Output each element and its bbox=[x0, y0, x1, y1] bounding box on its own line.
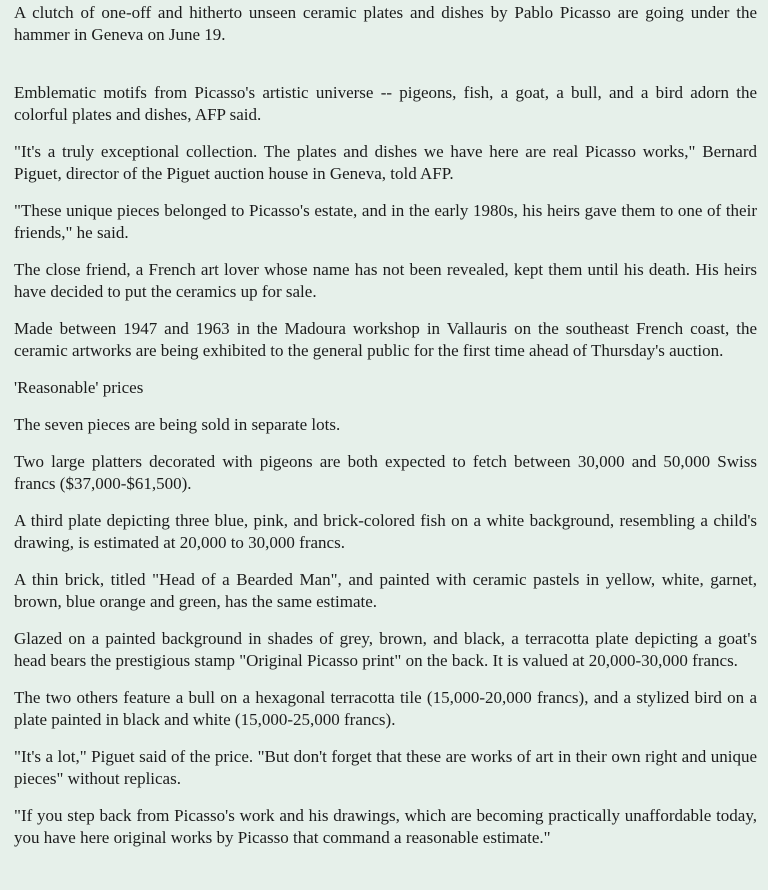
article-lead-paragraph: A clutch of one-off and hitherto unseen ceramic plates and dishes by Pablo Picasso are going under the hammer in Geneva on June 19. bbox=[14, 3, 757, 44]
article-paragraph: Made between 1947 and 1963 in the Madoura workshop in Vallauris on the southeast French coast, the ceramic artworks are being exhibited to the general public for the first time ahead of Thursday's auction. bbox=[14, 319, 757, 360]
article-paragraph: A thin brick, titled "Head of a Bearded Man", and painted with ceramic pastels in yellow, white, garnet, brown, blue orange and green, has the same estimate. bbox=[14, 570, 757, 611]
article-paragraph: The close friend, a French art lover whose name has not been revealed, kept them until his death. His heirs have decided to put the ceramics up for sale. bbox=[14, 260, 757, 301]
article-paragraph: "It's a lot," Piguet said of the price. "But don't forget that these are works of art in their own right and unique pieces" without replicas. bbox=[14, 747, 757, 788]
article-paragraph: "These unique pieces belonged to Picasso's estate, and in the early 1980s, his heirs gave them to one of their friends," he said. bbox=[14, 201, 757, 242]
article-paragraph: Two large platters decorated with pigeons are both expected to fetch between 30,000 and 50,000 Swiss francs ($37,000-$61,500). bbox=[14, 452, 757, 493]
article-subheading: 'Reasonable' prices bbox=[14, 378, 144, 397]
article-paragraph: The two others feature a bull on a hexagonal terracotta tile (15,000-20,000 francs), and a stylized bird on a plate painted in black and white (15,000-25,000 francs). bbox=[14, 688, 757, 729]
article-paragraph: The seven pieces are being sold in separate lots. bbox=[14, 415, 341, 434]
article-paragraph: "It's a truly exceptional collection. The plates and dishes we have here are real Picasso works," Bernard Piguet, director of the Piguet auction house in Geneva, told AFP. bbox=[14, 142, 757, 183]
article-paragraph: Glazed on a painted background in shades of grey, brown, and black, a terracotta plate depicting a goat's head bears the prestigious stamp "Original Picasso print" on the back. It is valued at 20,000-30,000 francs. bbox=[14, 629, 757, 670]
article-paragraph: A third plate depicting three blue, pink, and brick-colored fish on a white background, resembling a child's drawing, is estimated at 20,000 to 30,000 francs. bbox=[14, 511, 757, 552]
article-paragraph: "If you step back from Picasso's work and his drawings, which are becoming practically unaffordable today, you have here original works by Picasso that command a reasonable estimate." bbox=[14, 806, 757, 847]
article-paragraph: Emblematic motifs from Picasso's artistic universe -- pigeons, fish, a goat, a bull, and a bird adorn the colorful plates and dishes, AFP said. bbox=[14, 83, 757, 124]
